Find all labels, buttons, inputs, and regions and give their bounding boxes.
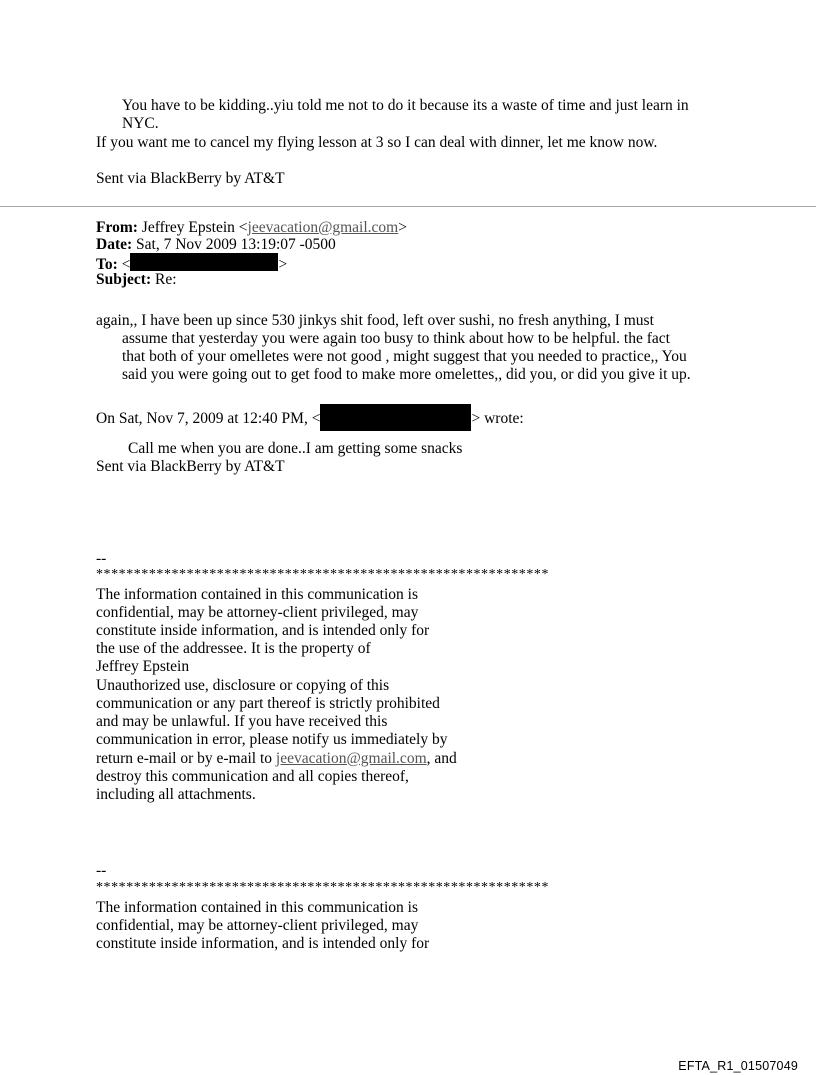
quoted-message: Call me when you are done..I am getting some snacks bbox=[128, 440, 463, 457]
disclaimer-line: confidential, may be attorney-client privileged, may bbox=[96, 917, 419, 934]
reply-line-1: You have to be kidding..yiu told me not to do it because its a waste of time and just learn in bbox=[122, 97, 689, 114]
disclaimer-dashes: -- bbox=[96, 550, 107, 567]
body-line-3: that both of your omelletes were not good , might suggest that you needed to practice,, You bbox=[122, 348, 687, 365]
subject-value: Re: bbox=[154, 271, 177, 288]
disclaimer-line: the use of the addressee. It is the property of bbox=[96, 640, 371, 657]
disclaimer-stars: ************************************************************ bbox=[96, 880, 549, 895]
disclaimer-email-suffix: , and bbox=[426, 750, 457, 767]
to-close: > bbox=[278, 256, 288, 273]
body-line-2: assume that yesterday you were again too busy to think about how to be helpful. the fact bbox=[122, 330, 670, 347]
disclaimer-dashes: -- bbox=[96, 862, 107, 879]
disclaimer-line: constitute inside information, and is intended only for bbox=[96, 935, 430, 952]
disclaimer-line: confidential, may be attorney-client privileged, may bbox=[96, 604, 419, 621]
body-line-4: said you were going out to get food to make more omelettes,, did you, or did you give it up. bbox=[122, 366, 691, 383]
disclaimer-line: communication or any part thereof is strictly prohibited bbox=[96, 695, 440, 712]
date-value: Sat, 7 Nov 2009 13:19:07 -0500 bbox=[136, 236, 336, 253]
to-open: < bbox=[121, 256, 131, 273]
disclaimer-email-link[interactable]: jeevacation@gmail.com bbox=[275, 750, 427, 767]
disclaimer-line: constitute inside information, and is intended only for bbox=[96, 622, 430, 639]
disclaimer-line: The information contained in this communication is bbox=[96, 899, 418, 916]
subject-label: Subject: bbox=[96, 271, 152, 288]
disclaimer-line: destroy this communication and all copies thereof, bbox=[96, 768, 409, 785]
header-subject bbox=[96, 271, 177, 289]
from-close: > bbox=[398, 219, 407, 236]
disclaimer-stars: ************************************************************ bbox=[96, 567, 549, 582]
document-id: EFTA_R1_01507049 bbox=[678, 1059, 798, 1073]
header-from bbox=[96, 219, 407, 237]
disclaimer-line: The information contained in this communication is bbox=[96, 586, 418, 603]
date-label: Date: bbox=[96, 236, 133, 253]
disclaimer-line: Jeffrey Epstein bbox=[96, 658, 190, 675]
from-label: From: bbox=[96, 219, 138, 236]
quoted-attribution bbox=[96, 404, 524, 431]
disclaimer-line: Unauthorized use, disclosure or copying of this bbox=[96, 677, 390, 694]
from-name: Jeffrey Epstein < bbox=[141, 219, 248, 236]
disclaimer-line: including all attachments. bbox=[96, 786, 256, 803]
redaction-box bbox=[320, 404, 471, 431]
disclaimer-line: and may be unlawful. If you have received this bbox=[96, 713, 388, 730]
header-date bbox=[96, 236, 336, 254]
to-label: To: bbox=[96, 256, 118, 273]
message-divider bbox=[0, 206, 816, 207]
from-email-link[interactable]: jeevacation@gmail.com bbox=[247, 219, 399, 236]
disclaimer-line: communication in error, please notify us immediately by bbox=[96, 731, 448, 748]
quoted-prefix: On Sat, Nov 7, 2009 at 12:40 PM, < bbox=[96, 410, 321, 427]
reply-line-2: NYC. bbox=[122, 115, 159, 132]
redaction-box bbox=[130, 253, 278, 271]
body-line-1: again,, I have been up since 530 jinkys shit food, left over sushi, no fresh anything, I must bbox=[96, 312, 654, 329]
disclaimer-email-line bbox=[96, 750, 457, 768]
reply-line-3: If you want me to cancel my flying lesson at 3 so I can deal with dinner, let me know now. bbox=[96, 134, 658, 151]
quoted-suffix: > wrote: bbox=[471, 410, 524, 427]
reply-signature: Sent via BlackBerry by AT&T bbox=[96, 170, 285, 187]
disclaimer-email-prefix: return e-mail or by e-mail to bbox=[96, 750, 276, 767]
quoted-signature: Sent via BlackBerry by AT&T bbox=[96, 458, 285, 475]
